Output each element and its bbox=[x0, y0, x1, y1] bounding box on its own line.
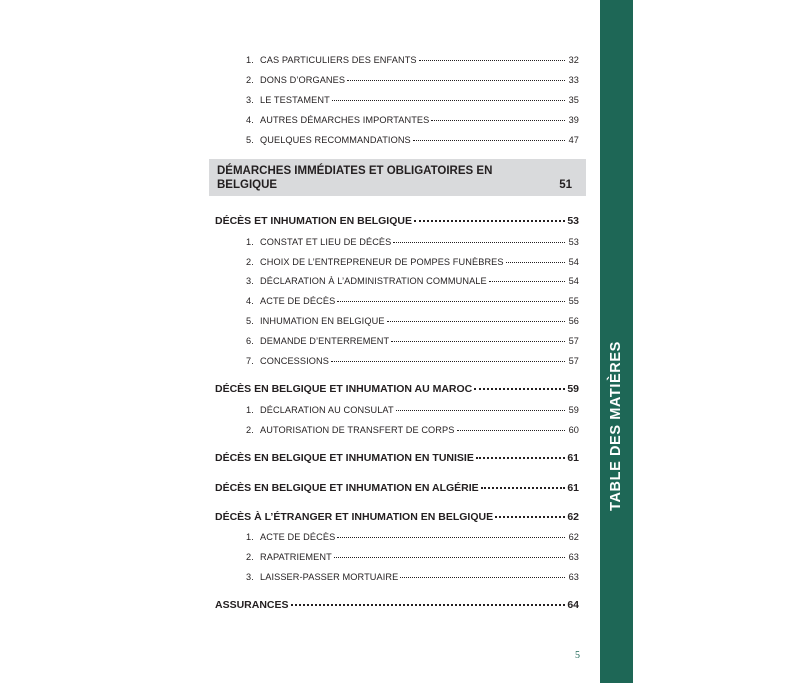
toc-entry[interactable] bbox=[246, 276, 579, 286]
dot-leader bbox=[431, 120, 565, 121]
entry-page: 57 bbox=[568, 356, 579, 366]
dot-leader bbox=[337, 537, 565, 538]
chapter-heading[interactable] bbox=[215, 452, 579, 464]
entry-number: 6. bbox=[246, 336, 254, 346]
entry-page: 33 bbox=[568, 75, 579, 85]
section-page: 51 bbox=[559, 179, 572, 191]
entry-number: 1. bbox=[246, 237, 254, 247]
toc-entry[interactable] bbox=[246, 572, 579, 582]
entry-label: ACTE DE DÉCÈS bbox=[260, 532, 336, 542]
chapter-heading[interactable] bbox=[215, 599, 579, 611]
chapter-heading[interactable] bbox=[215, 482, 579, 494]
entry-number: 7. bbox=[246, 356, 254, 366]
entry-label: AUTORISATION DE TRANSFERT DE CORPS bbox=[260, 425, 455, 435]
chapter-heading[interactable] bbox=[215, 383, 579, 395]
toc-entry[interactable] bbox=[246, 316, 579, 326]
side-tab bbox=[600, 0, 633, 683]
entry-label: INHUMATION EN BELGIQUE bbox=[260, 316, 385, 326]
entry-label: AUTRES DÉMARCHES IMPORTANTES bbox=[260, 115, 430, 125]
page-number: 5 bbox=[575, 650, 580, 661]
entry-label: DONS D’ORGANES bbox=[260, 75, 346, 85]
toc-entry[interactable] bbox=[246, 405, 579, 415]
toc-entry[interactable] bbox=[246, 296, 579, 306]
entry-page: 56 bbox=[568, 316, 579, 326]
entry-number: 5. bbox=[246, 316, 254, 326]
dot-leader bbox=[393, 242, 565, 243]
toc-entry[interactable] bbox=[246, 75, 579, 85]
chapter-page: 62 bbox=[567, 511, 579, 523]
entry-number: 4. bbox=[246, 296, 254, 306]
toc-entry[interactable] bbox=[246, 356, 579, 366]
entry-number: 5. bbox=[246, 135, 254, 145]
toc-entry[interactable] bbox=[246, 532, 579, 542]
toc-entry[interactable] bbox=[246, 552, 579, 562]
toc-entry[interactable] bbox=[246, 95, 579, 105]
toc-entry[interactable] bbox=[246, 257, 579, 267]
entry-page: 54 bbox=[568, 257, 579, 267]
chapter-page: 64 bbox=[567, 599, 579, 611]
entry-page: 63 bbox=[568, 552, 579, 562]
entry-label: CONCESSIONS bbox=[260, 356, 329, 366]
toc-entry[interactable] bbox=[246, 425, 579, 435]
toc-entry[interactable] bbox=[246, 55, 579, 65]
dot-leader bbox=[332, 100, 565, 101]
entry-label: DÉCLARATION À L’ADMINISTRATION COMMUNALE bbox=[260, 276, 487, 286]
dot-leader bbox=[331, 361, 565, 362]
dot-leader bbox=[474, 388, 565, 390]
entry-page: 39 bbox=[568, 115, 579, 125]
chapter-title: DÉCÈS EN BELGIQUE ET INHUMATION AU MAROC bbox=[215, 383, 473, 395]
entry-label: LAISSER-PASSER MORTUAIRE bbox=[260, 572, 399, 582]
entry-label: ACTE DE DÉCÈS bbox=[260, 296, 336, 306]
chapter-title: DÉCÈS EN BELGIQUE ET INHUMATION EN ALGÉRIE bbox=[215, 482, 479, 494]
dot-leader bbox=[291, 604, 565, 606]
section-header[interactable] bbox=[209, 159, 586, 196]
entry-page: 60 bbox=[568, 425, 579, 435]
chapter-title: DÉCÈS ET INHUMATION EN BELGIQUE bbox=[215, 215, 412, 227]
entry-number: 1. bbox=[246, 405, 254, 415]
entry-label: CAS PARTICULIERS DES ENFANTS bbox=[260, 55, 417, 65]
dot-leader bbox=[481, 487, 565, 489]
dot-leader bbox=[337, 301, 565, 302]
chapter-page: 59 bbox=[567, 383, 579, 395]
dot-leader bbox=[334, 557, 565, 558]
chapter-title: DÉCÈS À L’ÉTRANGER ET INHUMATION EN BELGIQUE bbox=[215, 511, 494, 523]
entry-number: 2. bbox=[246, 425, 254, 435]
entry-label: CHOIX DE L’ENTREPRENEUR DE POMPES FUNÈBRES bbox=[260, 257, 504, 267]
entry-label: RAPATRIEMENT bbox=[260, 552, 332, 562]
dot-leader bbox=[413, 140, 565, 141]
section-title: DÉMARCHES IMMÉDIATES ET OBLIGATOIRES EN BELGIQUE bbox=[217, 165, 493, 191]
entry-number: 1. bbox=[246, 532, 254, 542]
entry-label: LE TESTAMENT bbox=[260, 95, 330, 105]
entry-page: 59 bbox=[568, 405, 579, 415]
chapter-title: ASSURANCES bbox=[215, 599, 289, 611]
entry-number: 3. bbox=[246, 572, 254, 582]
dot-leader bbox=[414, 220, 565, 222]
toc-entry[interactable] bbox=[246, 237, 579, 247]
entry-page: 32 bbox=[568, 55, 579, 65]
entry-page: 63 bbox=[568, 572, 579, 582]
entry-page: 35 bbox=[568, 95, 579, 105]
dot-leader bbox=[489, 281, 565, 282]
entry-number: 2. bbox=[246, 552, 254, 562]
dot-leader bbox=[457, 430, 566, 431]
dot-leader bbox=[419, 60, 565, 61]
entry-page: 53 bbox=[568, 237, 579, 247]
entry-number: 2. bbox=[246, 75, 254, 85]
chapter-title: DÉCÈS EN BELGIQUE ET INHUMATION EN TUNISIE bbox=[215, 452, 474, 464]
entry-number: 3. bbox=[246, 276, 254, 286]
dot-leader bbox=[396, 410, 565, 411]
dot-leader bbox=[476, 457, 565, 459]
dot-leader bbox=[400, 577, 565, 578]
dot-leader bbox=[347, 80, 565, 81]
entry-page: 54 bbox=[568, 276, 579, 286]
entry-number: 4. bbox=[246, 115, 254, 125]
entry-number: 1. bbox=[246, 55, 254, 65]
chapter-page: 61 bbox=[567, 482, 579, 494]
entry-number: 3. bbox=[246, 95, 254, 105]
side-tab-title: TABLE DES MATIÈRES bbox=[608, 341, 624, 511]
toc-entry[interactable] bbox=[246, 336, 579, 346]
toc-entry[interactable] bbox=[246, 135, 579, 145]
entry-page: 55 bbox=[568, 296, 579, 306]
dot-leader bbox=[506, 262, 565, 263]
chapter-heading[interactable] bbox=[215, 511, 579, 523]
chapter-page: 61 bbox=[567, 452, 579, 464]
dot-leader bbox=[387, 321, 565, 322]
entry-number: 2. bbox=[246, 257, 254, 267]
entry-page: 57 bbox=[568, 336, 579, 346]
chapter-page: 53 bbox=[567, 215, 579, 227]
chapter-heading[interactable] bbox=[215, 215, 579, 227]
dot-leader bbox=[391, 341, 565, 342]
entry-page: 62 bbox=[568, 532, 579, 542]
entry-label: DEMANDE D’ENTERREMENT bbox=[260, 336, 390, 346]
entry-page: 47 bbox=[568, 135, 579, 145]
entry-label: QUELQUES RECOMMANDATIONS bbox=[260, 135, 411, 145]
entry-label: CONSTAT ET LIEU DE DÉCÈS bbox=[260, 237, 392, 247]
dot-leader bbox=[495, 516, 565, 518]
entry-label: DÉCLARATION AU CONSULAT bbox=[260, 405, 394, 415]
toc-entry[interactable] bbox=[246, 115, 579, 125]
